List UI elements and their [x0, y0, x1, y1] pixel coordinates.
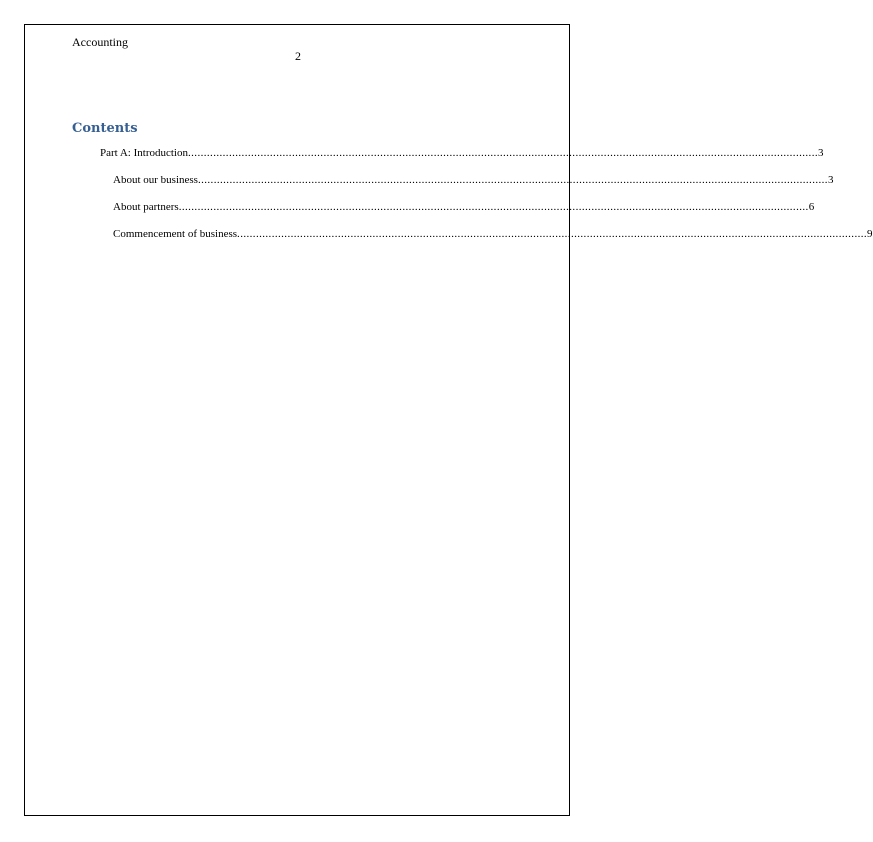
toc-entry-part-a-introduction[interactable]	[100, 146, 824, 160]
toc-entry-page: 3	[818, 147, 824, 159]
toc-heading: Contents	[72, 121, 138, 136]
toc-entry-label: About partners	[113, 201, 179, 213]
toc-entry-label: Part A: Introduction	[100, 147, 188, 159]
toc-entry-label: About our business	[113, 174, 198, 186]
toc-entry-commencement-of-business[interactable]	[113, 227, 873, 241]
toc-entry-about-our-business[interactable]	[113, 173, 834, 187]
dot-leader: ........................................................................................................................................................................................................	[197, 174, 828, 186]
page-number: 2	[295, 49, 301, 63]
toc-entry-about-partners[interactable]	[113, 200, 815, 214]
running-header: Accounting	[72, 35, 128, 49]
toc-entry-page: 3	[827, 174, 834, 186]
dot-leader: ........................................................................................................................................................................................................	[237, 228, 868, 240]
toc-entry-page: 9	[867, 228, 873, 240]
toc-entry-page: 6	[808, 201, 815, 213]
dot-leader: ........................................................................................................................................................................................................	[178, 201, 809, 213]
toc-entry-label: Commencement of business	[113, 228, 238, 240]
dot-leader: ........................................................................................................................................................................................................	[188, 147, 818, 159]
